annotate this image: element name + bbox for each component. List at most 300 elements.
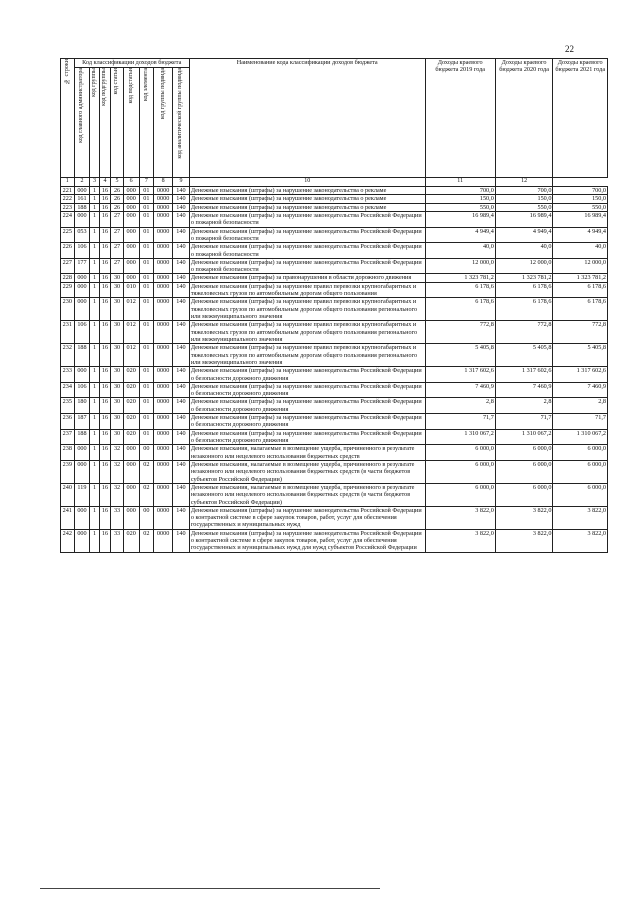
table-row bbox=[61, 211, 608, 227]
article-code-cell: 32 bbox=[111, 483, 124, 506]
value-2021-cell: 5 405,8 bbox=[553, 344, 608, 367]
analytic-group-code-cell: 140 bbox=[173, 483, 190, 506]
subtype-group-code-cell: 0000 bbox=[154, 445, 173, 461]
value-2020-cell: 6 000,0 bbox=[495, 445, 553, 461]
row-number-cell: 232 bbox=[61, 344, 75, 367]
table-row bbox=[61, 460, 608, 483]
value-2020-cell: 772,8 bbox=[495, 321, 553, 344]
value-2021-cell: 1 317 602,6 bbox=[553, 367, 608, 383]
value-2021-cell: 2,8 bbox=[553, 398, 608, 414]
admin-code-cell: 177 bbox=[74, 258, 90, 274]
admin-code-cell: 188 bbox=[74, 344, 90, 367]
table-row bbox=[61, 414, 608, 430]
subgroup-code-cell: 16 bbox=[99, 414, 111, 430]
column-number: 5 bbox=[111, 178, 124, 187]
group-code-cell: 1 bbox=[90, 445, 99, 461]
subtype-group-code-cell: 0000 bbox=[154, 414, 173, 430]
subgroup-code-cell: 16 bbox=[99, 445, 111, 461]
value-2019-cell: 550,0 bbox=[425, 203, 495, 211]
table-row bbox=[61, 298, 608, 321]
subgroup-code-cell: 16 bbox=[99, 211, 111, 227]
admin-code-cell: 053 bbox=[74, 227, 90, 243]
table-row bbox=[61, 187, 608, 195]
group-code-cell: 1 bbox=[90, 321, 99, 344]
value-2019-cell: 3 822,0 bbox=[425, 506, 495, 529]
article-code-cell: 32 bbox=[111, 460, 124, 483]
name-cell: Денежные взыскания (штрафы) за нарушение законодательства Российской Федерации о безопасности дорожного движения bbox=[189, 382, 425, 398]
subarticle-code-cell: 000 bbox=[123, 445, 139, 461]
subarticle-code-cell: 000 bbox=[123, 187, 139, 195]
column-number: 2 bbox=[74, 178, 90, 187]
article-code-cell: 30 bbox=[111, 274, 124, 282]
table-row bbox=[61, 429, 608, 445]
table-row bbox=[61, 227, 608, 243]
row-number-cell: 237 bbox=[61, 429, 75, 445]
subtype-group-code-cell: 0000 bbox=[154, 460, 173, 483]
article-code-cell: 33 bbox=[111, 506, 124, 529]
subgroup-code-cell: 16 bbox=[99, 344, 111, 367]
subgroup-code-cell: 16 bbox=[99, 195, 111, 203]
table-row bbox=[61, 367, 608, 383]
subtype-group-code-cell: 0000 bbox=[154, 227, 173, 243]
group-code-cell: 1 bbox=[90, 298, 99, 321]
admin-code-cell: 188 bbox=[74, 429, 90, 445]
subtype-group-code-cell: 0000 bbox=[154, 529, 173, 552]
element-code-cell: 01 bbox=[139, 398, 154, 414]
article-code-cell: 33 bbox=[111, 529, 124, 552]
value-2020-cell: 7 460,9 bbox=[495, 382, 553, 398]
article-code-cell: 26 bbox=[111, 195, 124, 203]
value-2019-cell: 1 317 602,6 bbox=[425, 367, 495, 383]
element-code-cell: 01 bbox=[139, 243, 154, 259]
value-2021-cell: 40,0 bbox=[553, 243, 608, 259]
subarticle-code-cell: 000 bbox=[123, 195, 139, 203]
value-2020-cell: 150,0 bbox=[495, 195, 553, 203]
value-2019-cell: 150,0 bbox=[425, 195, 495, 203]
element-code-cell: 01 bbox=[139, 195, 154, 203]
subgroup-code-cell: 16 bbox=[99, 243, 111, 259]
element-code-cell: 02 bbox=[139, 460, 154, 483]
subgroup-code-cell: 16 bbox=[99, 274, 111, 282]
element-code-cell: 01 bbox=[139, 414, 154, 430]
value-2020-cell: 4 949,4 bbox=[495, 227, 553, 243]
value-2021-cell: 700,0 bbox=[553, 187, 608, 195]
column-number: 4 bbox=[99, 178, 111, 187]
row-number-cell: 238 bbox=[61, 445, 75, 461]
group-code-cell: 1 bbox=[90, 187, 99, 195]
group-code-cell: 1 bbox=[90, 203, 99, 211]
article-code-cell: 30 bbox=[111, 367, 124, 383]
value-2021-cell: 3 822,0 bbox=[553, 529, 608, 552]
analytic-group-code-cell: 140 bbox=[173, 274, 190, 282]
subtype-group-code-cell: 0000 bbox=[154, 298, 173, 321]
subarticle-code-cell: 000 bbox=[123, 460, 139, 483]
element-code-cell: 02 bbox=[139, 483, 154, 506]
element-code-cell: 01 bbox=[139, 203, 154, 211]
article-code-cell: 30 bbox=[111, 382, 124, 398]
row-number-cell: 222 bbox=[61, 195, 75, 203]
code-subheader: код группы подвида bbox=[154, 68, 173, 178]
group-code-cell: 1 bbox=[90, 282, 99, 298]
row-number-header: № строки bbox=[61, 59, 75, 178]
value-2020-cell: 6 178,6 bbox=[495, 298, 553, 321]
table-row bbox=[61, 243, 608, 259]
subgroup-code-cell: 16 bbox=[99, 529, 111, 552]
article-code-cell: 26 bbox=[111, 187, 124, 195]
analytic-group-code-cell: 140 bbox=[173, 187, 190, 195]
value-2020-cell: 1 323 781,2 bbox=[495, 274, 553, 282]
table-row bbox=[61, 274, 608, 282]
subgroup-code-cell: 16 bbox=[99, 429, 111, 445]
value-2020-cell: 5 405,8 bbox=[495, 344, 553, 367]
analytic-group-code-cell: 140 bbox=[173, 282, 190, 298]
group-code-cell: 1 bbox=[90, 258, 99, 274]
admin-code-cell: 187 bbox=[74, 414, 90, 430]
element-code-cell: 01 bbox=[139, 227, 154, 243]
row-number-cell: 242 bbox=[61, 529, 75, 552]
value-2020-cell: 2,8 bbox=[495, 398, 553, 414]
row-number-cell: 240 bbox=[61, 483, 75, 506]
name-cell: Денежные взыскания (штрафы) за нарушение законодательства Российской Федерации о безопасности дорожного движения bbox=[189, 414, 425, 430]
value-2021-cell: 4 949,4 bbox=[553, 227, 608, 243]
value-2019-cell: 6 000,0 bbox=[425, 445, 495, 461]
analytic-group-code-cell: 140 bbox=[173, 382, 190, 398]
value-2020-cell: 700,0 bbox=[495, 187, 553, 195]
subtype-group-code-cell: 0000 bbox=[154, 367, 173, 383]
name-cell: Денежные взыскания, налагаемые в возмещение ущерба, причиненного в результате незаконного или нецелевого использования бюджетных средств (в части бюджетов субъектов Российской Федерации) bbox=[189, 483, 425, 506]
article-code-cell: 26 bbox=[111, 203, 124, 211]
code-subheader: код аналитической группы подвида bbox=[173, 68, 190, 178]
subtype-group-code-cell: 0000 bbox=[154, 398, 173, 414]
group-code-cell: 1 bbox=[90, 429, 99, 445]
subtype-group-code-cell: 0000 bbox=[154, 274, 173, 282]
admin-code-cell: 000 bbox=[74, 445, 90, 461]
analytic-group-code-cell: 140 bbox=[173, 195, 190, 203]
value-2019-cell: 1 323 781,2 bbox=[425, 274, 495, 282]
table-row bbox=[61, 195, 608, 203]
row-number-cell: 227 bbox=[61, 258, 75, 274]
group-code-cell: 1 bbox=[90, 382, 99, 398]
value-2020-cell: 6 000,0 bbox=[495, 483, 553, 506]
element-code-cell: 01 bbox=[139, 258, 154, 274]
value-2021-cell: 3 822,0 bbox=[553, 506, 608, 529]
analytic-group-code-cell: 140 bbox=[173, 445, 190, 461]
name-cell: Денежные взыскания (штрафы) за правонарушения в области дорожного движения bbox=[189, 274, 425, 282]
subarticle-code-cell: 000 bbox=[123, 274, 139, 282]
row-number-cell: 221 bbox=[61, 187, 75, 195]
admin-code-cell: 106 bbox=[74, 243, 90, 259]
value-2019-cell: 6 178,6 bbox=[425, 282, 495, 298]
analytic-group-code-cell: 140 bbox=[173, 243, 190, 259]
column-number: 11 bbox=[425, 178, 495, 187]
element-code-cell: 00 bbox=[139, 445, 154, 461]
value-2020-cell: 1 310 067,2 bbox=[495, 429, 553, 445]
subgroup-code-cell: 16 bbox=[99, 506, 111, 529]
subarticle-code-cell: 000 bbox=[123, 227, 139, 243]
analytic-group-code-cell: 140 bbox=[173, 460, 190, 483]
group-code-cell: 1 bbox=[90, 483, 99, 506]
subarticle-code-cell: 012 bbox=[123, 344, 139, 367]
article-code-cell: 30 bbox=[111, 414, 124, 430]
article-code-cell: 30 bbox=[111, 344, 124, 367]
analytic-group-code-cell: 140 bbox=[173, 203, 190, 211]
row-number-cell: 235 bbox=[61, 398, 75, 414]
admin-code-cell: 106 bbox=[74, 321, 90, 344]
article-code-cell: 30 bbox=[111, 282, 124, 298]
value-2021-cell: 1 323 781,2 bbox=[553, 274, 608, 282]
group-code-cell: 1 bbox=[90, 414, 99, 430]
admin-code-cell: 000 bbox=[74, 506, 90, 529]
subgroup-code-cell: 16 bbox=[99, 203, 111, 211]
value-2021-cell: 71,7 bbox=[553, 414, 608, 430]
subarticle-code-cell: 020 bbox=[123, 382, 139, 398]
row-number-cell: 239 bbox=[61, 460, 75, 483]
code-subheader: код статьи bbox=[111, 68, 124, 178]
group-code-cell: 1 bbox=[90, 398, 99, 414]
value-2020-cell: 71,7 bbox=[495, 414, 553, 430]
subarticle-code-cell: 012 bbox=[123, 321, 139, 344]
admin-code-cell: 000 bbox=[74, 367, 90, 383]
analytic-group-code-cell: 140 bbox=[173, 506, 190, 529]
subgroup-code-cell: 16 bbox=[99, 282, 111, 298]
group-code-cell: 1 bbox=[90, 195, 99, 203]
subgroup-code-cell: 16 bbox=[99, 367, 111, 383]
article-code-cell: 27 bbox=[111, 227, 124, 243]
budget-table bbox=[60, 58, 608, 553]
row-number-cell: 228 bbox=[61, 274, 75, 282]
group-code-cell: 1 bbox=[90, 274, 99, 282]
name-cell: Денежные взыскания (штрафы) за нарушение правил перевозки крупногабаритных и тяжеловесных грузов по автомобильным дорогам общего пользования регионального или межмуниципального значения bbox=[189, 344, 425, 367]
article-code-cell: 27 bbox=[111, 258, 124, 274]
article-code-cell: 30 bbox=[111, 398, 124, 414]
subtype-group-code-cell: 0000 bbox=[154, 243, 173, 259]
group-code-cell: 1 bbox=[90, 529, 99, 552]
page-number: 22 bbox=[565, 44, 574, 54]
admin-code-cell: 000 bbox=[74, 274, 90, 282]
value-2021-cell: 550,0 bbox=[553, 203, 608, 211]
value-2021-cell: 7 460,9 bbox=[553, 382, 608, 398]
value-2020-cell: 3 822,0 bbox=[495, 506, 553, 529]
value-2019-cell: 6 000,0 bbox=[425, 483, 495, 506]
analytic-group-code-cell: 140 bbox=[173, 227, 190, 243]
value-2020-cell: 40,0 bbox=[495, 243, 553, 259]
admin-code-cell: 000 bbox=[74, 211, 90, 227]
name-cell: Денежные взыскания, налагаемые в возмещение ущерба, причиненного в результате незаконного или нецелевого использования бюджетных средств (в части бюджетов субъектов Российской Федерации) bbox=[189, 460, 425, 483]
group-code-cell: 1 bbox=[90, 243, 99, 259]
subarticle-code-cell: 000 bbox=[123, 483, 139, 506]
value-2019-cell: 2,8 bbox=[425, 398, 495, 414]
value-2021-cell: 6 000,0 bbox=[553, 460, 608, 483]
value-2019-cell: 6 000,0 bbox=[425, 460, 495, 483]
value-2019-cell: 4 949,4 bbox=[425, 227, 495, 243]
column-number: 12 bbox=[495, 178, 553, 187]
row-number-cell: 223 bbox=[61, 203, 75, 211]
subtype-group-code-cell: 0000 bbox=[154, 195, 173, 203]
subarticle-code-cell: 020 bbox=[123, 529, 139, 552]
admin-code-cell: 188 bbox=[74, 203, 90, 211]
name-cell: Денежные взыскания (штрафы) за нарушение законодательства Российской Федерации о безопасности дорожного движения bbox=[189, 429, 425, 445]
analytic-group-code-cell: 140 bbox=[173, 367, 190, 383]
value-2019-cell: 5 405,8 bbox=[425, 344, 495, 367]
name-cell: Денежные взыскания (штрафы) за нарушение законодательства Российской Федерации о пожарной безопасности bbox=[189, 227, 425, 243]
row-number-cell: 236 bbox=[61, 414, 75, 430]
value-2020-cell: 1 317 602,6 bbox=[495, 367, 553, 383]
value-2019-cell: 700,0 bbox=[425, 187, 495, 195]
subgroup-code-cell: 16 bbox=[99, 258, 111, 274]
analytic-group-code-cell: 140 bbox=[173, 258, 190, 274]
subgroup-code-cell: 16 bbox=[99, 382, 111, 398]
subarticle-code-cell: 010 bbox=[123, 282, 139, 298]
subtype-group-code-cell: 0000 bbox=[154, 429, 173, 445]
value-2021-cell: 16 989,4 bbox=[553, 211, 608, 227]
element-code-cell: 01 bbox=[139, 367, 154, 383]
admin-code-cell: 000 bbox=[74, 187, 90, 195]
admin-code-cell: 000 bbox=[74, 460, 90, 483]
element-code-cell: 01 bbox=[139, 274, 154, 282]
column-number: 6 bbox=[123, 178, 139, 187]
admin-code-cell: 161 bbox=[74, 195, 90, 203]
subtype-group-code-cell: 0000 bbox=[154, 203, 173, 211]
article-code-cell: 27 bbox=[111, 243, 124, 259]
value-2019-cell: 1 310 067,2 bbox=[425, 429, 495, 445]
value-2019-cell: 71,7 bbox=[425, 414, 495, 430]
group-code-cell: 1 bbox=[90, 227, 99, 243]
subgroup-code-cell: 16 bbox=[99, 483, 111, 506]
column-number: 7 bbox=[139, 178, 154, 187]
column-number: 10 bbox=[189, 178, 425, 187]
value-2020-cell: 12 000,0 bbox=[495, 258, 553, 274]
element-code-cell: 00 bbox=[139, 506, 154, 529]
name-cell: Денежные взыскания (штрафы) за нарушение законодательства Российской Федерации о пожарной безопасности bbox=[189, 258, 425, 274]
value-2019-cell: 3 822,0 bbox=[425, 529, 495, 552]
group-code-cell: 1 bbox=[90, 506, 99, 529]
admin-code-cell: 000 bbox=[74, 529, 90, 552]
group-code-cell: 1 bbox=[90, 344, 99, 367]
subtype-group-code-cell: 0000 bbox=[154, 344, 173, 367]
analytic-group-code-cell: 140 bbox=[173, 429, 190, 445]
year-2021-header: Доходы краевого бюджета 2021 года bbox=[553, 59, 608, 178]
subgroup-code-cell: 16 bbox=[99, 460, 111, 483]
name-cell: Денежные взыскания (штрафы) за нарушение правил перевозки крупногабаритных и тяжеловесных грузов по автомобильным дорогам общего пользования bbox=[189, 282, 425, 298]
value-2021-cell: 772,8 bbox=[553, 321, 608, 344]
year-2019-header: Доходы краевого бюджета 2019 года bbox=[425, 59, 495, 178]
group-code-cell: 1 bbox=[90, 460, 99, 483]
admin-code-cell: 000 bbox=[74, 298, 90, 321]
column-number: 1 bbox=[61, 178, 75, 187]
table-row bbox=[61, 506, 608, 529]
subgroup-code-cell: 16 bbox=[99, 187, 111, 195]
row-number-cell: 226 bbox=[61, 243, 75, 259]
admin-code-cell: 106 bbox=[74, 382, 90, 398]
subarticle-code-cell: 000 bbox=[123, 258, 139, 274]
value-2019-cell: 772,8 bbox=[425, 321, 495, 344]
subgroup-code-cell: 16 bbox=[99, 298, 111, 321]
element-code-cell: 01 bbox=[139, 344, 154, 367]
row-number-cell: 225 bbox=[61, 227, 75, 243]
value-2021-cell: 6 178,6 bbox=[553, 282, 608, 298]
name-cell: Денежные взыскания (штрафы) за нарушение законодательства Российской Федерации о безопасности дорожного движения bbox=[189, 398, 425, 414]
column-number: 3 bbox=[90, 178, 99, 187]
name-cell: Денежные взыскания (штрафы) за нарушение законодательства Российской Федерации о контрактной системе в сфере закупок товаров, работ, услуг для обеспечения государственных и муниципальных нужд bbox=[189, 506, 425, 529]
table-row bbox=[61, 382, 608, 398]
name-cell: Денежные взыскания (штрафы) за нарушение правил перевозки крупногабаритных и тяжеловесных грузов по автомобильным дорогам общего пользования регионального или межмуниципального значения bbox=[189, 321, 425, 344]
value-2021-cell: 150,0 bbox=[553, 195, 608, 203]
analytic-group-code-cell: 140 bbox=[173, 414, 190, 430]
article-code-cell: 30 bbox=[111, 321, 124, 344]
name-cell: Денежные взыскания (штрафы) за нарушение законодательства Российской Федерации о контрактной системе в сфере закупок товаров, работ, услуг для обеспечения государственных и муниципальных нужд для нужд субъектов Российской Федерации bbox=[189, 529, 425, 552]
subtype-group-code-cell: 0000 bbox=[154, 506, 173, 529]
subarticle-code-cell: 020 bbox=[123, 398, 139, 414]
subtype-group-code-cell: 0000 bbox=[154, 258, 173, 274]
table-row bbox=[61, 282, 608, 298]
element-code-cell: 01 bbox=[139, 211, 154, 227]
value-2021-cell: 12 000,0 bbox=[553, 258, 608, 274]
article-code-cell: 27 bbox=[111, 211, 124, 227]
code-subheader: код подстатьи bbox=[123, 68, 139, 178]
name-header: Наименование кода классификации доходов бюджета bbox=[189, 59, 425, 178]
subarticle-code-cell: 000 bbox=[123, 243, 139, 259]
element-code-cell: 01 bbox=[139, 187, 154, 195]
element-code-cell: 02 bbox=[139, 529, 154, 552]
admin-code-cell: 119 bbox=[74, 483, 90, 506]
year-2020-header: Доходы краевого бюджета 2020 года bbox=[495, 59, 553, 178]
subarticle-code-cell: 020 bbox=[123, 414, 139, 430]
value-2019-cell: 16 989,4 bbox=[425, 211, 495, 227]
value-2019-cell: 40,0 bbox=[425, 243, 495, 259]
column-numbers-row bbox=[61, 178, 608, 187]
subarticle-code-cell: 020 bbox=[123, 429, 139, 445]
row-number-cell: 229 bbox=[61, 282, 75, 298]
table-row bbox=[61, 203, 608, 211]
code-subheader: код группы bbox=[90, 68, 99, 178]
subarticle-code-cell: 000 bbox=[123, 211, 139, 227]
table-body bbox=[61, 187, 608, 553]
article-code-cell: 30 bbox=[111, 298, 124, 321]
value-2019-cell: 6 178,6 bbox=[425, 298, 495, 321]
subtype-group-code-cell: 0000 bbox=[154, 282, 173, 298]
element-code-cell: 01 bbox=[139, 298, 154, 321]
code-subheader: код элемента bbox=[139, 68, 154, 178]
analytic-group-code-cell: 140 bbox=[173, 344, 190, 367]
row-number-cell: 241 bbox=[61, 506, 75, 529]
subgroup-code-cell: 16 bbox=[99, 321, 111, 344]
subtype-group-code-cell: 0000 bbox=[154, 382, 173, 398]
analytic-group-code-cell: 140 bbox=[173, 398, 190, 414]
subarticle-code-cell: 000 bbox=[123, 203, 139, 211]
admin-code-cell: 000 bbox=[74, 282, 90, 298]
table-row bbox=[61, 445, 608, 461]
name-cell: Денежные взыскания (штрафы) за нарушение законодательства о рекламе bbox=[189, 187, 425, 195]
value-2020-cell: 6 000,0 bbox=[495, 460, 553, 483]
name-cell: Денежные взыскания (штрафы) за нарушение законодательства Российской Федерации о пожарной безопасности bbox=[189, 211, 425, 227]
article-code-cell: 32 bbox=[111, 445, 124, 461]
name-cell: Денежные взыскания (штрафы) за нарушение законодательства Российской Федерации о безопасности дорожного движения bbox=[189, 367, 425, 383]
group-code-cell: 1 bbox=[90, 211, 99, 227]
group-code-cell: 1 bbox=[90, 367, 99, 383]
value-2020-cell: 550,0 bbox=[495, 203, 553, 211]
subtype-group-code-cell: 0000 bbox=[154, 321, 173, 344]
subarticle-code-cell: 000 bbox=[123, 506, 139, 529]
row-number-cell: 231 bbox=[61, 321, 75, 344]
value-2019-cell: 7 460,9 bbox=[425, 382, 495, 398]
table-row bbox=[61, 258, 608, 274]
table-row bbox=[61, 398, 608, 414]
element-code-cell: 01 bbox=[139, 429, 154, 445]
column-number: 9 bbox=[173, 178, 190, 187]
row-number-cell: 230 bbox=[61, 298, 75, 321]
table-header bbox=[61, 59, 608, 187]
name-cell: Денежные взыскания (штрафы) за нарушение правил перевозки крупногабаритных и тяжеловесных грузов по автомобильным дорогам общего пользования регионального или межмуниципального значения bbox=[189, 298, 425, 321]
